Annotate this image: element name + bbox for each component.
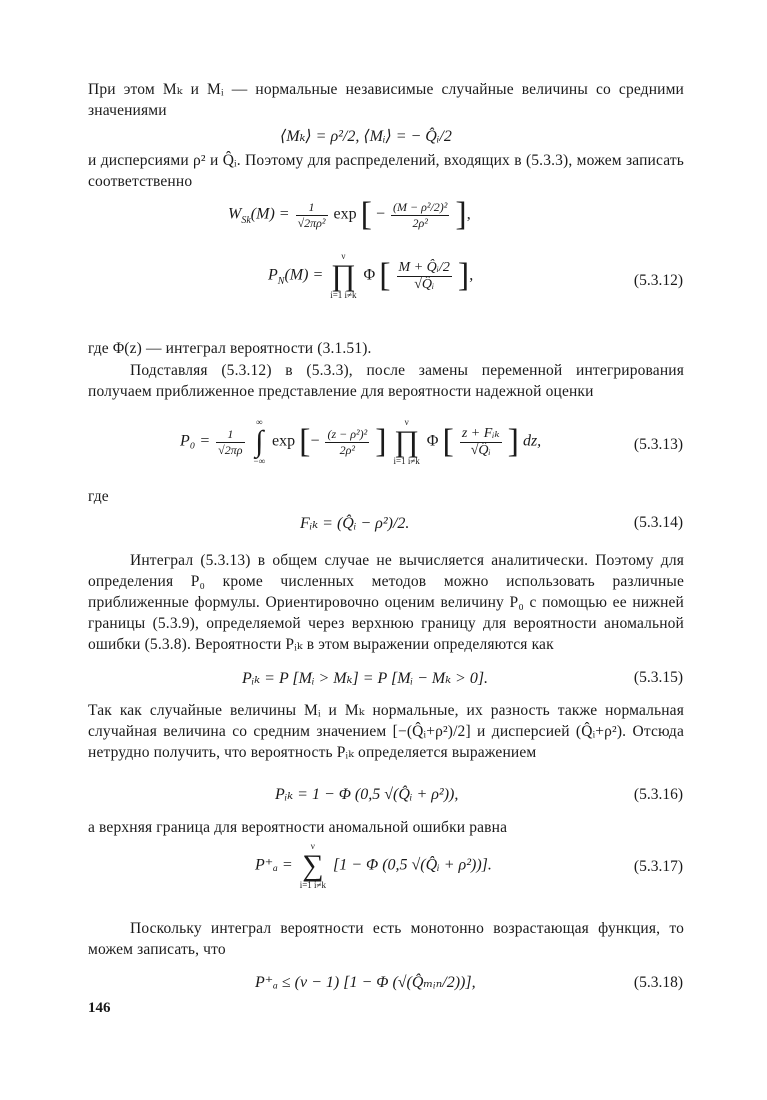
p0-phi-fraction [460, 425, 502, 459]
equation-pa-ineq: P⁺ₐ ≤ (ν − 1) [1 − Φ (√(Q̂ₘᵢₙ/2))], [255, 974, 476, 991]
equation-number-5-3-12: (5.3.12) [633, 272, 683, 289]
pa-sum-bot: i=1 i≠k [299, 880, 326, 890]
p0-num: 1 [216, 427, 244, 443]
right-bracket-icon: ] [455, 196, 467, 233]
p0-coef-fraction [216, 427, 244, 458]
right-bracket-icon: ] [375, 423, 387, 460]
p0-eden: 2ρ² [339, 442, 355, 457]
w-den: √2πρ² [297, 215, 326, 230]
product-icon: ∏ [331, 259, 356, 292]
equation-p-n: $P_N(M)$ = ν ∏ i=1 i≠k Φ [ $\frac{\text{M + Q̂ᵢ/2}}{\text{√Q̂ᵢ}}$ ], [268, 251, 474, 300]
p0-fnum: z + Fᵢₖ [461, 426, 500, 441]
right-bracket-icon: ] [507, 423, 519, 460]
p0-fden: √Q̂ᵢ [470, 443, 491, 458]
equation-fik: Fᵢₖ = (Q̂ᵢ − ρ²)/2. [300, 515, 410, 532]
pn-sub: N [277, 275, 285, 287]
equation-number-5-3-18: (5.3.18) [633, 974, 683, 991]
w-exp-fraction [391, 200, 449, 231]
pn-num: M + Q̂ᵢ/2 [398, 259, 450, 275]
left-bracket-icon: [ [360, 196, 372, 233]
paragraph-variances: и дисперсиями ρ² и Q̂ᵢ. Поэтому для распределений, входящих в (5.3.3), можем записать соответственно [88, 152, 684, 190]
w-arg: (M) = [250, 205, 290, 223]
right-bracket-icon: ] [457, 257, 470, 294]
equation-number-5-3-16: (5.3.16) [633, 786, 683, 803]
paragraph-intro: При этом Mₖ и Mᵢ — нормальные независимые случайные величины со средними значениями [88, 81, 684, 119]
equation-number-5-3-15: (5.3.15) [633, 669, 683, 686]
p0-enum: (z − ρ²)² [327, 426, 368, 441]
left-bracket-icon: [ [299, 423, 311, 460]
w-enum: (M − ρ²/2)² [393, 199, 448, 214]
p0-int-bot: −∞ [253, 456, 265, 466]
p0-lhs: P₀ = [180, 432, 211, 450]
equation-pik: Pᵢₖ = P [Mᵢ > Mₖ] = P [Mᵢ − Mₖ > 0]. [242, 670, 489, 687]
paragraph-upper-bound: а верхняя граница для вероятности аномальной ошибки равна [88, 819, 508, 836]
pa-rhs: [1 − Φ (0,5 √(Q̂ᵢ + ρ²))]. [332, 856, 492, 874]
equation-means: ⟨Mₖ⟩ = ρ²/2, ⟨Mᵢ⟩ = − Q̂ᵢ/2 [280, 128, 452, 145]
p0-exp-fraction [325, 427, 369, 458]
pn-fraction [397, 260, 452, 293]
equation-pa-sum [255, 842, 492, 890]
paragraph-substitution: Подставляя (5.3.12) в (5.3.3), после замены переменной интегрирования получаем приближенное представление для вероятности надежной оценки [88, 362, 684, 400]
paragraph-normal-diff: Так как случайные величины Mᵢ и Mₖ нормальные, их разность также нормальная случайная величина со средним значением [−(Q̂ᵢ+ρ²)/2] и дисперсией (Q̂ᵢ+ρ²). Отсюда нетрудно получить, что вероятность Pᵢₖ определяется выражением [88, 702, 684, 761]
pn-prod-top: ν [341, 251, 346, 261]
product-operator [330, 252, 356, 300]
paragraph-where: где [88, 488, 109, 505]
product-operator: ν ∏ i=1 i≠k [393, 417, 420, 466]
product-icon: ∏ [394, 425, 419, 458]
w-sub: Sk [241, 214, 251, 226]
w-coef-fraction [296, 200, 328, 231]
w-exp: exp [333, 205, 357, 223]
pa-sum-top: ν [310, 841, 315, 851]
w-eden: 2ρ² [412, 215, 428, 230]
w-num: 1 [296, 200, 328, 216]
integral-operator [254, 418, 266, 466]
p0-int-top: ∞ [256, 417, 263, 427]
p0-den: √2πρ [218, 442, 243, 457]
sum-operator [300, 842, 326, 890]
left-bracket-icon: [ [442, 423, 454, 460]
equation-w-sk: $W_{Sk}(M)$ = $\frac{1}{\text{√2πρ²}}$ exp [ − $\frac{\text{(M − ρ²/2)²}}{\text{2ρ²}}$ ], [228, 196, 471, 233]
equation-number-5-3-14: (5.3.14) [633, 514, 683, 531]
paragraph-monotone: Поскольку интеграл вероятности есть монотонно возрастающая функция, то можем записать, что [88, 920, 684, 958]
pn-prod-bot: i=1 i≠k [330, 290, 357, 300]
page-number: 146 [88, 1000, 111, 1016]
sum-icon: ∑ [302, 849, 324, 882]
pn-lhs: P [268, 266, 278, 284]
equation-number-5-3-13: (5.3.13) [633, 436, 683, 453]
pa-lhs: P⁺ₐ = [255, 856, 293, 874]
pn-arg: (M) = [284, 266, 324, 284]
pn-den: √Q̂ᵢ [414, 276, 435, 292]
p0-dz: dz, [522, 432, 542, 450]
integral-icon: ∫ [255, 425, 264, 458]
paragraph-phi-def: где Φ(z) — интеграл вероятности (3.1.51). [88, 340, 372, 357]
w-lhs: W [228, 205, 242, 223]
left-bracket-icon: [ [379, 257, 391, 294]
paragraph-integral-note: Интеграл (5.3.13) в общем случае не вычисляется аналитически. Поэтому для определения P₀ кроме численных методов можно использовать различные приближенные формулы. Ориентировочно оценим величину P₀ с помощью ее нижней границы (5.3.9), определяемой через верхнюю границу для вероятности аномальной ошибки (5.3.8). Вероятности Pᵢₖ в этом выражении определяются как [88, 552, 684, 653]
equation-pik-phi: Pᵢₖ = 1 − Φ (0,5 √(Q̂ᵢ + ρ²)), [275, 786, 459, 803]
equation-number-5-3-17: (5.3.17) [633, 858, 683, 875]
equation-p0: P₀ = $\frac{1}{√2\pi\rho}$ ∞ ∫ −∞ exp [− $\frac{\text{(z − ρ²)²}}{\text{2ρ²}}$ ] ν ∏ i=1 i≠k Φ [ $\frac{\text{z + Fᵢₖ}}{\text{√Q̂ᵢ}}$ ] dz, [180, 417, 542, 466]
